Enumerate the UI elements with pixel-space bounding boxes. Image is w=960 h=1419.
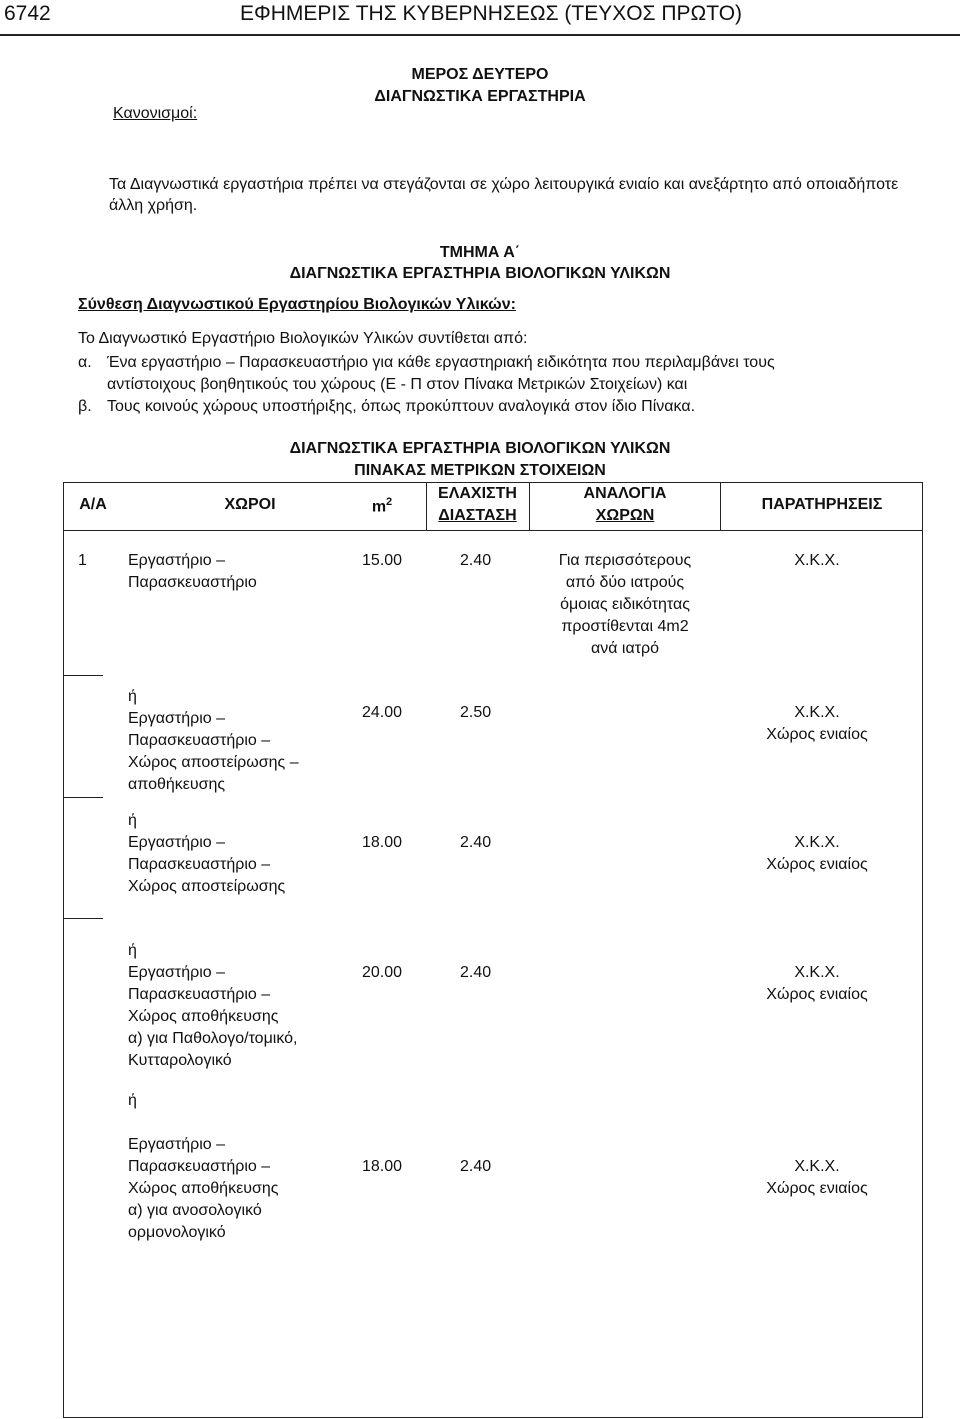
header-ratio-2: ΧΩΡΩΝ xyxy=(595,507,655,524)
item-a-marker: α. xyxy=(78,354,92,371)
gazette-title: ΕΦΗΜΕΡΙΣ ΤΗΣ ΚΥΒΕΡΝΗΣΕΩΣ (ΤΕΥΧΟΣ ΠΡΩΤΟ) xyxy=(240,2,743,25)
row2-m2: 24.00 xyxy=(362,704,403,721)
row5-remarks: Χ.Κ.Χ. Χώρος ενιαίος xyxy=(766,1158,868,1197)
header-m2: $m^2$ xyxy=(371,496,393,516)
row1-m2: 15.00 xyxy=(362,552,403,569)
header-ratio-1: ΑΝΑΛΟΓΙΑ xyxy=(583,485,667,502)
table-subtitle: ΠΙΝΑΚΑΣ ΜΕΤΡΙΚΩΝ ΣΤΟΙΧΕΙΩΝ xyxy=(354,462,606,479)
row3-remarks: Χ.Κ.Χ. Χώρος ενιαίος xyxy=(766,834,868,873)
header-min-dim-1: ΕΛΑΧΙΣΤΗ xyxy=(438,485,517,502)
row5-space: ή Εργαστήριο – Παρασκευαστήριο – Χώρος αποθήκευσης α) για ανοσολογικό ορμονολογικό xyxy=(128,1092,279,1241)
item-a-line1: Ένα εργαστήριο – Παρασκευαστήριο για κάθε εργαστηριακή ειδικότητα που περιλαμβάνει τους xyxy=(107,354,775,371)
row2-space: ή Εργαστήριο – Παρασκευαστήριο – Χώρος αποστείρωσης – αποθήκευσης xyxy=(128,688,299,793)
item-b-line1: Τους κοινούς χώρους υποστήριξης, όπως προκύπτουν αναλογικά στον ίδιο Πίνακα. xyxy=(107,398,696,415)
row4-min-dim: 2.40 xyxy=(460,964,492,981)
header-aa: Α/Α xyxy=(79,496,107,513)
composition-intro: Το Διαγνωστικό Εργαστήριο Βιολογικών Υλικών συντίθεται από: xyxy=(78,330,528,347)
intro-paragraph: Τα Διαγνωστικά εργαστήρια πρέπει να στεγάζονται σε χώρο λειτουργικά ενιαίο και ανεξάρτητο από οποιαδήποτε άλλη χρήση. xyxy=(109,176,899,214)
part-subtitle: ΔΙΑΓΝΩΣΤΙΚΑ ΕΡΓΑΣΤΗΡΙΑ xyxy=(374,88,586,105)
row3-m2: 18.00 xyxy=(362,834,403,851)
page-number: 6742 xyxy=(4,2,51,25)
row2-remarks: Χ.Κ.Χ. Χώρος ενιαίος xyxy=(766,704,868,743)
row5-m2: 18.00 xyxy=(362,1158,403,1175)
header-min-dim-2: ΔΙΑΣΤΑΣΗ xyxy=(438,507,517,524)
row1-space: Εργαστήριο – Παρασκευαστήριο xyxy=(128,552,257,591)
row4-space: ή Εργαστήριο – Παρασκευαστήριο – Χώρος αποθήκευσης α) για Παθολογο/τομικό, Κυτταρολογικό xyxy=(128,942,298,1069)
row3-space: ή Εργαστήριο – Παρασκευαστήριο – Χώρος αποστείρωσης xyxy=(128,812,286,895)
row4-m2: 20.00 xyxy=(362,964,403,981)
row4-remarks: Χ.Κ.Χ. Χώρος ενιαίος xyxy=(766,964,868,1003)
item-b-marker: β. xyxy=(78,398,92,415)
row1-aa: 1 xyxy=(78,552,87,569)
header-remarks: ΠΑΡΑΤΗΡΗΣΕΙΣ xyxy=(761,496,883,513)
row2-min-dim: 2.50 xyxy=(460,704,492,721)
item-a-line2: αντίστοιχους βοηθητικούς του χώρους (Ε - Π στον Πίνακα Μετρικών Στοιχείων) και xyxy=(107,376,688,393)
composition-heading: Σύνθεση Διαγνωστικού Εργαστηρίου Βιολογικών Υλικών: xyxy=(78,296,516,313)
regulations-label: Κανονισμοί: xyxy=(113,105,198,122)
row5-min-dim: 2.40 xyxy=(460,1158,492,1175)
part-title: ΜΕΡΟΣ ΔΕΥΤΕΡΟ xyxy=(411,66,549,83)
header-spaces: ΧΩΡΟΙ xyxy=(224,496,276,513)
section-title: ΤΜΗΜΑ Α΄ xyxy=(439,244,521,261)
section-name: ΔΙΑΓΝΩΣΤΙΚΑ ΕΡΓΑΣΤΗΡΙΑ ΒΙΟΛΟΓΙΚΩΝ ΥΛΙΚΩΝ xyxy=(289,265,671,282)
row3-min-dim: 2.40 xyxy=(460,834,492,851)
row1-remarks: Χ.Κ.Χ. xyxy=(794,552,840,569)
row1-ratio: Για περισσότερους από δύο ιατρούς όμοιας ειδικότητας προστίθενται 4m2 ανά ιατρό xyxy=(558,552,692,657)
table-title: ΔΙΑΓΝΩΣΤΙΚΑ ΕΡΓΑΣΤΗΡΙΑ ΒΙΟΛΟΓΙΚΩΝ ΥΛΙΚΩΝ xyxy=(289,440,671,457)
header-rule xyxy=(0,34,960,36)
row1-min-dim: 2.40 xyxy=(460,552,492,569)
